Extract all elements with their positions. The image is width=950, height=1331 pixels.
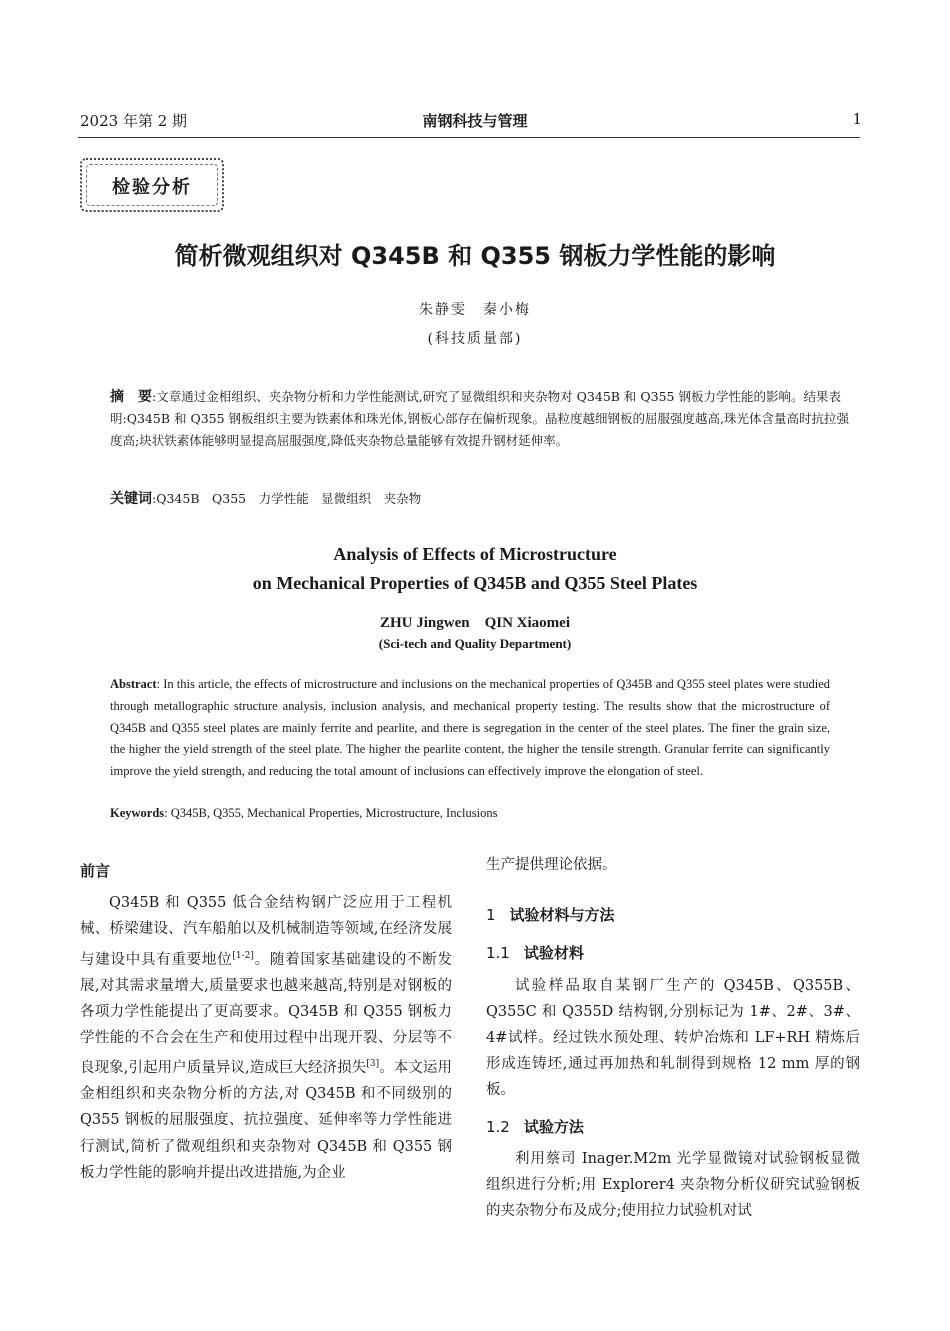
subsection-1-2-text: 利用蔡司 Inager.M2m 光学显微镜对试验钢板显微组织进行分析;用 Explorer4 夹杂物分析仪研究试验钢板的夹杂物分布及成分;使用拉力试验机对试 bbox=[486, 1150, 860, 1220]
abstract-cn-label: 摘 要 bbox=[110, 389, 152, 405]
preface-paragraph bbox=[80, 890, 452, 1186]
subsection-1-1-text: 试验样品取自某钢厂生产的 Q345B、Q355B、Q355C 和 Q355D 结构钢,分别标记为 1#、2#、3#、4#试样。经过铁水预处理、转炉冶炼和 LF+RH 精炼后形成连铸坯,通过再加热和轧制得到规格 12 mm 厚的钢板。 bbox=[486, 977, 860, 1099]
abstract-en bbox=[110, 674, 830, 783]
section-badge bbox=[80, 158, 224, 212]
affiliation-cn: (科技质量部) bbox=[427, 331, 523, 347]
subsection-1-2-number: 1.2 bbox=[486, 1117, 510, 1136]
section-1-heading bbox=[486, 902, 860, 928]
keywords-en bbox=[110, 806, 830, 821]
subsection-1-1-title: 试验材料 bbox=[523, 944, 584, 963]
abstract-cn bbox=[110, 386, 850, 452]
preface-text-c: 。本文运用金相组织和夹杂物分析的方法,对 Q345B 和不同级别的 Q355 钢板的屈服强度、抗拉强度、延伸率等力学性能进行测试,简析了微观组织和夹杂物对 Q345B 和 Q355 钢板力学性能的影响并提出改进措施,为企业 bbox=[80, 1060, 452, 1181]
keywords-en-text: : Q345B, Q355, Mechanical Properties, Microstructure, Inclusions bbox=[164, 806, 498, 820]
keywords-cn bbox=[110, 488, 850, 508]
journal-name: 南钢科技与管理 bbox=[422, 112, 528, 130]
preface-heading: 前言 bbox=[80, 862, 111, 880]
authors-en: ZHU Jingwen QIN Xiaomei bbox=[379, 615, 570, 631]
subsection-1-1-number: 1.1 bbox=[486, 944, 510, 963]
title-en-line1: Analysis of Effects of Microstructure bbox=[333, 544, 617, 564]
body-left-column bbox=[80, 858, 452, 1186]
subsection-1-2-heading bbox=[486, 1114, 860, 1140]
keywords-cn-text: :Q345B Q355 力学性能 显微组织 夹杂物 bbox=[152, 491, 422, 506]
citation-1-2: [1-2] bbox=[232, 950, 254, 961]
continued-text: 生产提供理论依据。 bbox=[486, 857, 617, 873]
page-number: 1 bbox=[852, 110, 862, 128]
citation-3: [3] bbox=[366, 1059, 380, 1070]
preface-text-b: 。随着国家基础建设的不断发展,对其需求量增大,质量要求也越来越高,特别是对钢板的各项力学性能提出了更高要求。Q345B 和 Q355 钢板力学性能的不合会在生产和使用过程中出现开裂、分层等不良现象,引起用户质量异议,造成巨大经济损失 bbox=[80, 951, 453, 1077]
affiliation-en: (Sci-tech and Quality Department) bbox=[378, 636, 572, 651]
keywords-en-label: Keywords bbox=[110, 806, 165, 820]
title-en-line2: on Mechanical Properties of Q345B and Q355 Steel Plates bbox=[252, 573, 698, 593]
authors-cn: 朱静雯 秦小梅 bbox=[419, 302, 531, 318]
abstract-en-label: Abstract bbox=[110, 677, 157, 691]
subsection-1-1-heading bbox=[486, 940, 860, 966]
title-cn: 简析微观组织对 Q345B 和 Q355 钢板力学性能的影响 bbox=[174, 242, 776, 270]
preface-text-a: Q345B 和 Q355 低合金结构钢广泛应用于工程机械、桥梁建设、汽车船舶以及机械制造等领域,在经济发展与建设中具有重要地位 bbox=[80, 895, 452, 968]
issue-label: 2023 年第 2 期 bbox=[80, 112, 188, 130]
body-right-column bbox=[486, 852, 860, 1224]
section-badge-label: 检验分析 bbox=[112, 177, 192, 198]
title-en bbox=[0, 540, 950, 598]
abstract-cn-text: :文章通过金相组织、夹杂物分析和力学性能测试,研究了显微组织和夹杂物对 Q345B 和 Q355 钢板力学性能的影响。结果表明:Q345B 和 Q355 钢板组织主要为铁素体和珠光体,钢板心部存在偏析现象。晶粒度越细钢板的屈服强度越高,珠光体含量高时抗拉强度高;块状铁素体能够明显提高屈服强度,降低夹杂物总量能够有效提升钢材延伸率。 bbox=[110, 389, 849, 448]
header-rule bbox=[78, 137, 860, 138]
section-1-title: 试验材料与方法 bbox=[509, 906, 615, 925]
subsection-1-2-title: 试验方法 bbox=[523, 1117, 584, 1136]
abstract-en-text: : In this article, the effects of microstructure and inclusions on the mechanical properties of Q345B and Q355 steel plates were studied through metallographic structure analysis, inclusion analysis, and mechanical property testing. The results show that the microstructure of Q345B and Q355 steel plates are mainly ferrite and pearlite, and there is segregation in the center of the steel plates. The finer the grain size, the higher the yield strength of the steel plate. The higher the pearlite content, the higher the tensile strength. Granular ferrite can significantly improve the yield strength, and reducing the total amount of inclusions can effectively improve the elongation of steel. bbox=[110, 677, 830, 779]
keywords-cn-label: 关键词 bbox=[110, 491, 152, 507]
section-1-number: 1 bbox=[486, 906, 496, 925]
